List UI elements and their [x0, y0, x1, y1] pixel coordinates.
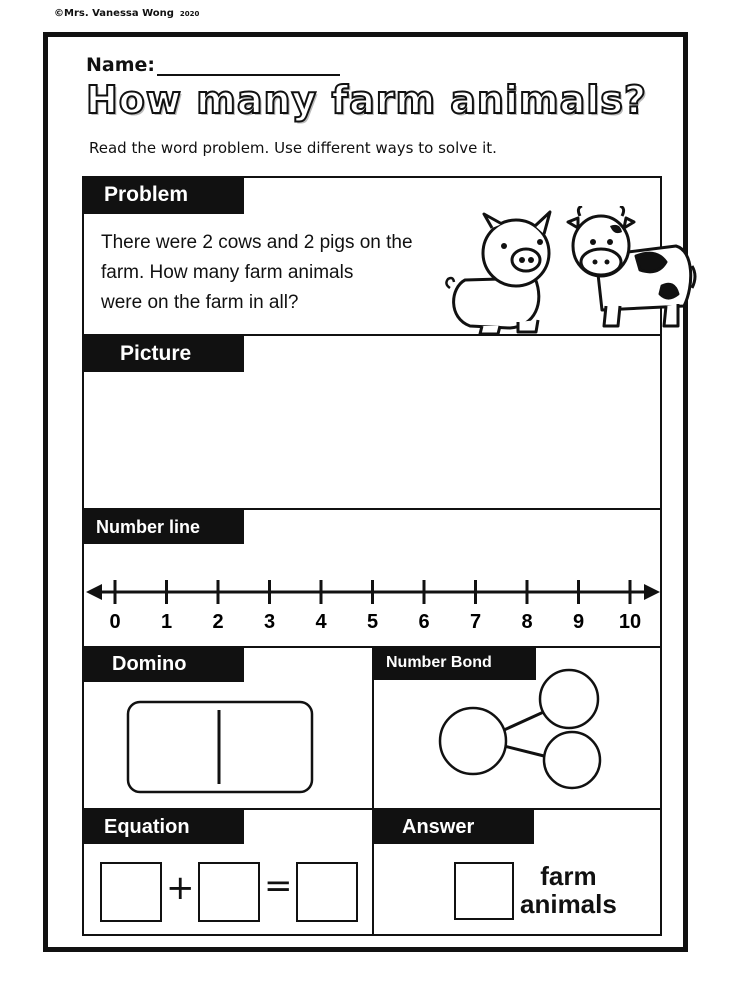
answer-unit [520, 862, 617, 918]
domino-drawing[interactable] [126, 700, 316, 796]
number-bond-label: Number Bond [372, 646, 536, 680]
number-line-tick-label: 6 [418, 611, 430, 633]
picture-label: Picture [82, 336, 244, 372]
answer-unit-line: animals [520, 889, 617, 919]
number-line [82, 560, 662, 640]
equation-label: Equation [82, 810, 244, 844]
addend-box[interactable] [198, 862, 260, 922]
number-line-tick-label: 9 [572, 611, 585, 633]
number-line-tick-label: 8 [521, 611, 533, 633]
sum-box[interactable] [296, 862, 358, 922]
problem-line: There were 2 cows and 2 pigs on the [101, 232, 413, 253]
number-line-tick-label: 1 [160, 611, 173, 633]
number-line-tick-label: 0 [109, 611, 121, 633]
number-line-tick-label: 7 [469, 611, 482, 633]
problem-line: farm. How many farm animals [101, 262, 354, 283]
domino-label: Domino [82, 646, 244, 682]
answer-unit-line: farm [540, 861, 597, 891]
cow-icon [566, 206, 700, 330]
bond-part-circle[interactable] [540, 670, 598, 728]
answer-box[interactable] [454, 862, 514, 920]
number-line-tick-label: 10 [618, 611, 642, 633]
bond-part-circle[interactable] [544, 732, 600, 788]
instructions: Read the word problem. Use different ways to solve it. [89, 139, 497, 157]
right-arrow-icon [644, 584, 660, 600]
problem-text [101, 228, 471, 318]
bond-whole-circle[interactable] [440, 708, 506, 774]
name-line[interactable] [157, 74, 340, 76]
pig-icon [440, 208, 560, 338]
number-line-label: Number line [82, 510, 244, 544]
copyright [54, 8, 199, 19]
equals-sign: = [264, 866, 293, 906]
number-line-tick-label: 4 [315, 611, 327, 633]
number-bond-drawing [436, 668, 606, 792]
addend-box[interactable] [100, 862, 162, 922]
page-title: How many farm animals? [86, 78, 647, 122]
number-line-tick-label: 2 [212, 611, 224, 633]
left-arrow-icon [86, 584, 102, 600]
number-line-tick-label: 3 [263, 611, 276, 633]
plus-sign: + [166, 868, 195, 908]
name-label: Name: [86, 54, 156, 76]
copyright-text: ©Mrs. Vanessa Wong [54, 8, 174, 19]
problem-line: were on the farm in all? [101, 292, 299, 313]
problem-label: Problem [82, 176, 244, 214]
answer-label: Answer [372, 810, 534, 844]
copyright-year: 2020 [179, 10, 200, 18]
number-line-tick-label: 5 [366, 611, 379, 633]
